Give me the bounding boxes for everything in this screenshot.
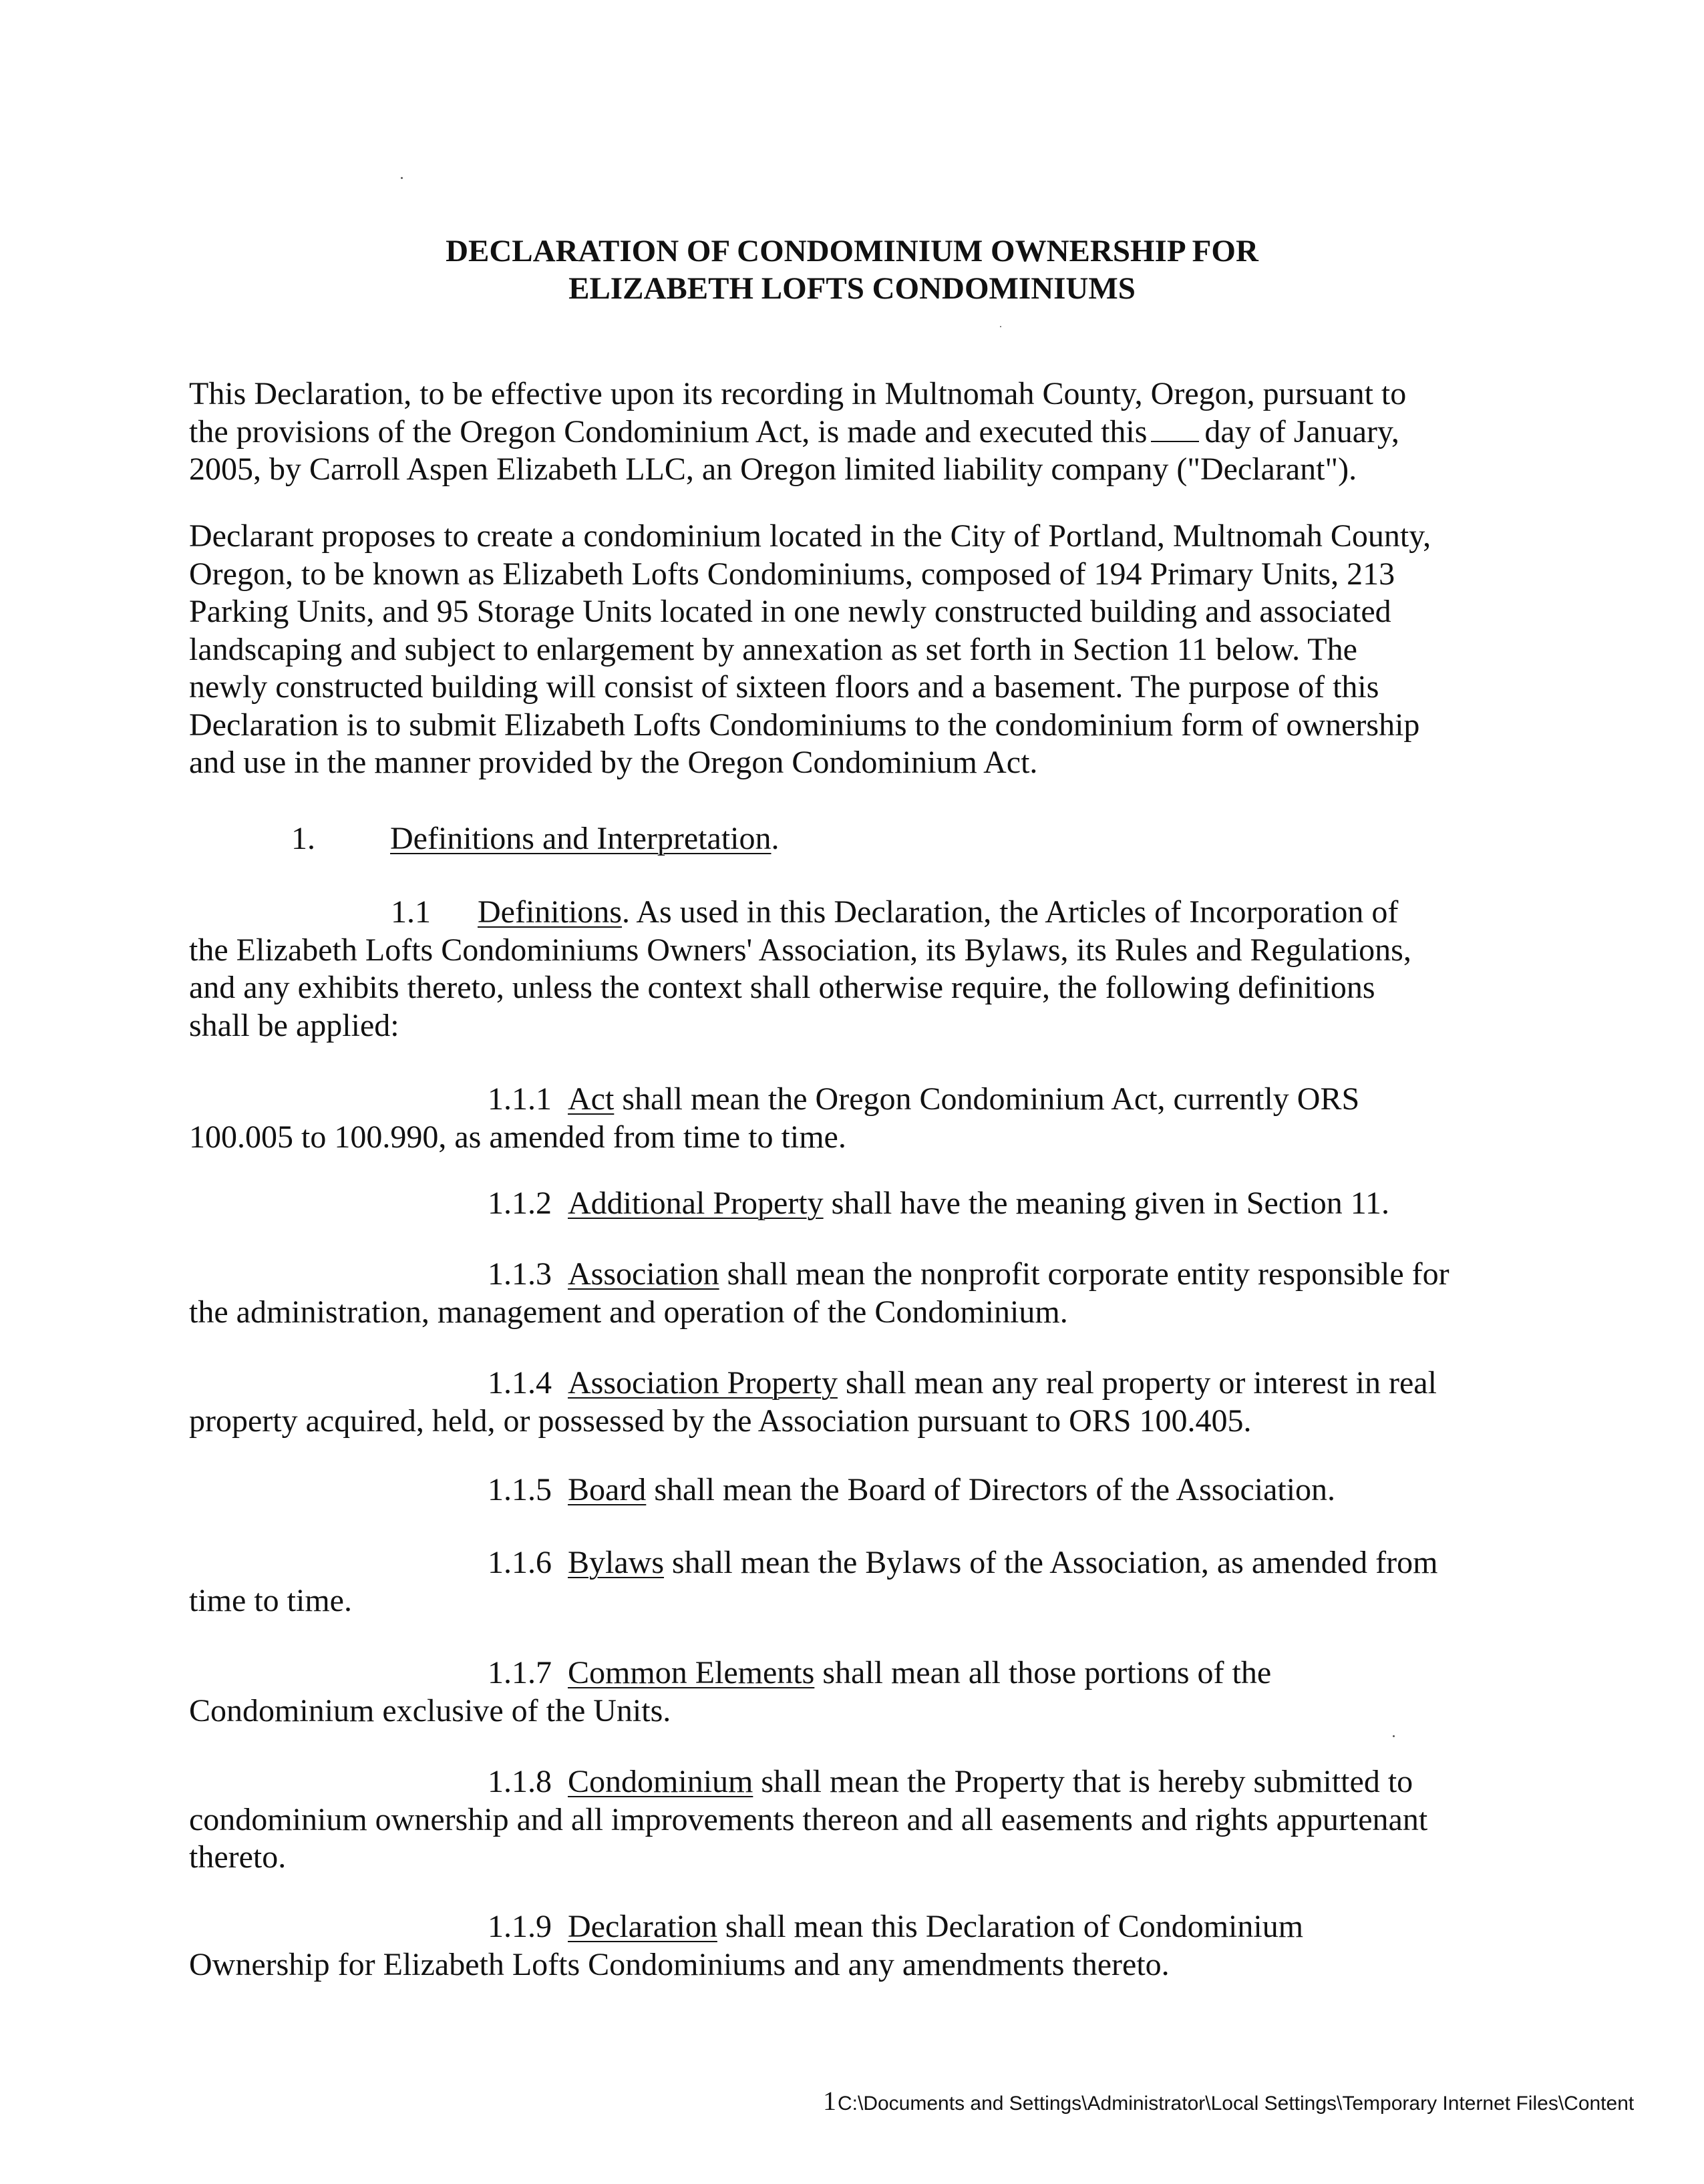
document-title <box>0 232 1704 307</box>
defined-term: Common Elements <box>568 1655 815 1690</box>
section-1-heading: 1. Definitions and Interpretation. <box>291 821 780 856</box>
intro-line-1: This Declaration, to be effective upon its recording in Multnomah County, Oregon, pursuant to <box>189 376 1407 411</box>
purpose-line-7: and use in the manner provided by the Oregon Condominium Act. <box>189 745 1038 780</box>
subsection-line-4: shall be applied: <box>189 1007 399 1043</box>
subsection-line-3: and any exhibits thereto, unless the context shall otherwise require, the following definitions <box>189 970 1375 1005</box>
defined-term: Association Property <box>568 1365 838 1401</box>
definition-1-1-4: 1.1.4 Association Property shall mean any real property or interest in real property acquired, held, or possessed by the Association pursuant to ORS 100.405. <box>189 1365 1437 1439</box>
section-heading: Definitions and Interpretation <box>390 821 772 856</box>
title-line-2: ELIZABETH LOFTS CONDOMINIUMS <box>568 271 1136 306</box>
definition-1-1-1: 1.1.1 Act shall mean the Oregon Condominium Act, currently ORS 100.005 to 100.990, as amended from time to time. <box>189 1081 1360 1155</box>
defined-term: Association <box>568 1256 719 1292</box>
subsection-heading: Definitions <box>478 894 622 930</box>
purpose-line-1: Declarant proposes to create a condominium located in the City of Portland, Multnomah County, <box>189 518 1431 554</box>
purpose-line-6: Declaration is to submit Elizabeth Lofts Condominiums to the condominium form of ownership <box>189 707 1420 743</box>
section-1-1: 1.1 Definitions. As used in this Declaration, the Articles of Incorporation of the Elizabeth Lofts Condominiums Owners' Association, its Bylaws, its Rules and Regulations, and any exhibits thereto, unless the context shall otherwise require, the following definitions shall be applied: <box>189 894 1512 1045</box>
defined-term: Bylaws <box>568 1545 664 1580</box>
defined-term: Additional Property <box>568 1186 824 1221</box>
definition-1-1-9: 1.1.9 Declaration shall mean this Declaration of Condominium Ownership for Elizabeth Lofts Condominiums and any amendments thereto. <box>189 1909 1304 1982</box>
purpose-line-4: landscaping and subject to enlargement by annexation as set forth in Section 11 below. The <box>189 631 1357 667</box>
definition-1-1-3: 1.1.3 Association shall mean the nonprofit corporate entity responsible for the administration, management and operation of the Condominium. <box>189 1256 1450 1330</box>
date-blank-line <box>1151 440 1199 442</box>
purpose-line-2: Oregon, to be known as Elizabeth Lofts Condominiums, composed of 194 Primary Units, 213 <box>189 556 1395 592</box>
intro-line-3: 2005, by Carroll Aspen Elizabeth LLC, an Oregon limited liability company ("Declarant"). <box>189 451 1357 487</box>
intro-line-2: the provisions of the Oregon Condominium Act, is made and executed this day of January, <box>189 413 1399 449</box>
scan-speck <box>1000 326 1001 327</box>
purpose-paragraph <box>189 518 1512 782</box>
subsection-number: 1.1 <box>391 894 431 930</box>
purpose-line-3: Parking Units, and 95 Storage Units located in one newly constructed building and associated <box>189 594 1391 629</box>
defined-term: Board <box>568 1472 647 1507</box>
page-footer <box>823 2085 1634 2117</box>
intro-paragraph <box>189 375 1512 489</box>
scan-speck <box>401 177 403 179</box>
page-number: 1 <box>823 2086 836 2116</box>
scan-speck <box>1393 1735 1395 1737</box>
definition-1-1-8: 1.1.8 Condominium shall mean the Property that is hereby submitted to condominium ownership and all improvements thereon and all easements and rights appurtenant thereto. <box>189 1764 1428 1875</box>
definition-1-1-2: 1.1.2 Additional Property shall have the meaning given in Section 11. <box>488 1186 1389 1221</box>
definition-1-1-6: 1.1.6 Bylaws shall mean the Bylaws of the Association, as amended from time to time. <box>189 1545 1438 1618</box>
title-line-1: DECLARATION OF CONDOMINIUM OWNERSHIP FOR <box>446 234 1258 268</box>
subsection-line-2: the Elizabeth Lofts Condominiums Owners' Association, its Bylaws, its Rules and Regulations, <box>189 932 1411 968</box>
definition-1-1-7: 1.1.7 Common Elements shall mean all those portions of the Condominium exclusive of the Units. <box>189 1655 1272 1728</box>
defined-term: Act <box>568 1081 615 1117</box>
definition-1-1-5: 1.1.5 Board shall mean the Board of Directors of the Association. <box>488 1472 1336 1507</box>
defined-term: Condominium <box>568 1764 753 1799</box>
purpose-line-5: newly constructed building will consist of sixteen floors and a basement. The purpose of this <box>189 669 1379 705</box>
section-number: 1. <box>291 821 315 856</box>
defined-term: Declaration <box>568 1909 717 1944</box>
file-path: C:\Documents and Settings\Administrator\Local Settings\Temporary Internet Files\Content <box>838 2092 1635 2115</box>
